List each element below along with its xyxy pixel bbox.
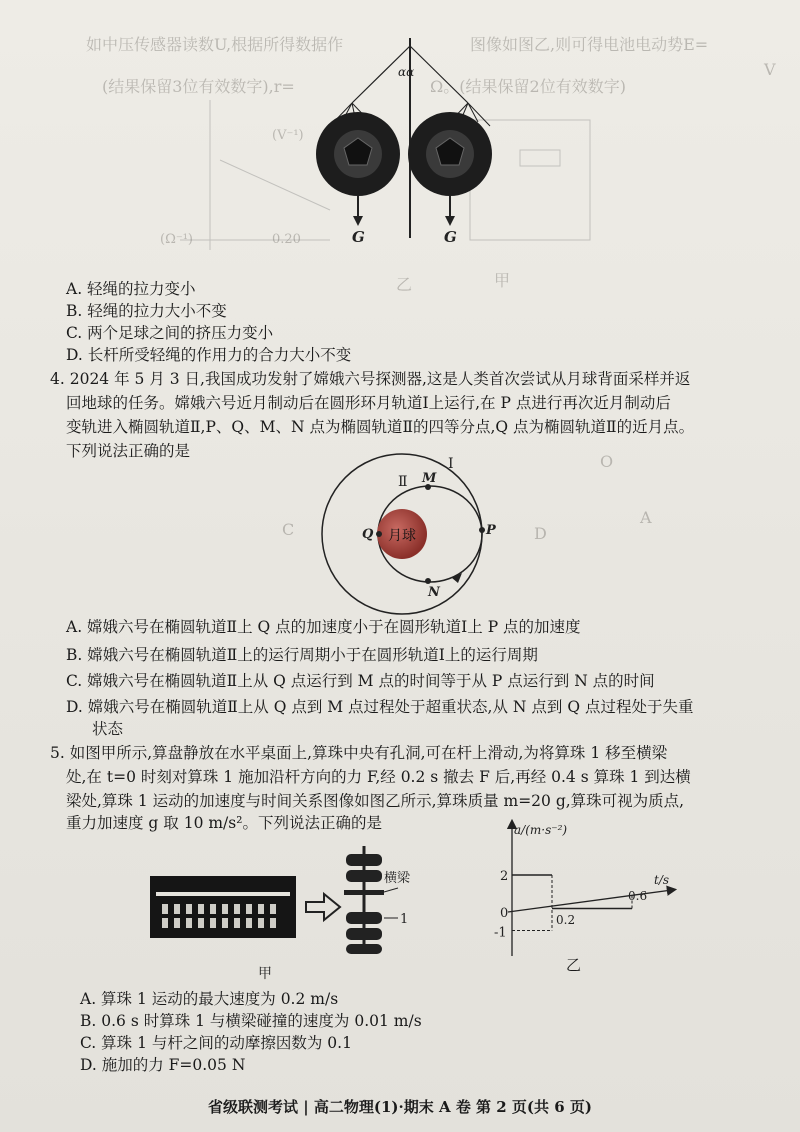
q3-option-b: B. 轻绳的拉力大小不变 (66, 302, 227, 320)
q5-option-d: D. 施加的力 F=0.05 N (80, 1056, 246, 1074)
ghost-side-3: 0.20 (272, 232, 301, 247)
q5-option-b: B. 0.6 s 时算珠 1 与横梁碰撞的速度为 0.01 m/s (80, 1012, 422, 1030)
figure-jia-caption: 甲 (258, 966, 272, 982)
angle-label: αα (398, 65, 415, 79)
beam-label: 横梁 (384, 871, 411, 886)
ghost-side-1: (V⁻¹) (272, 128, 304, 143)
bead-1-label: 1 (400, 912, 409, 927)
q5-stem-line-1: 5. 如图甲所示,算盘静放在水平桌面上,算珠中央有孔洞,可在杆上滑动,为将算珠 1 移至横梁 (50, 744, 668, 762)
y-tick-label-neg1: -1 (494, 925, 507, 941)
ghost-side-4: 乙 (396, 275, 413, 294)
acceleration-time-chart (478, 818, 678, 968)
q3-option-d: D. 长杆所受轻绳的作用力的合力大小不变 (66, 346, 352, 364)
q5-stem-line-2: 处,在 t=0 时刻对算珠 1 施加沿杆方向的力 F,经 0.2 s 撤去 F 后,再经 0.4 s 算珠 1 到达横 (66, 768, 691, 786)
y-axis-label: a/(m·s⁻²) (514, 823, 568, 837)
q4-option-d: D. 嫦娥六号在椭圆轨道Ⅱ上从 Q 点到 M 点过程处于超重状态,从 N 点到 Q 点过程处于失重 (66, 698, 694, 716)
q3-option-a: A. 轻绳的拉力变小 (66, 280, 196, 298)
ghost-side-5: 甲 (494, 271, 511, 290)
q5-option-c: C. 算珠 1 与杆之间的动摩擦因数为 0.1 (80, 1034, 352, 1052)
page-footer: 省级联测考试 | 高二物理(1)·期末 A 卷 第 2 页(共 6 页) (207, 1098, 593, 1116)
ghost-side-9: O (600, 452, 614, 471)
ghost-side-8: D (534, 524, 547, 543)
hanging-balls-figure (290, 38, 530, 268)
x-tick-label-0.2: 0.2 (556, 913, 576, 927)
abacus-figure (148, 842, 438, 982)
force-label-left: G (352, 228, 365, 246)
ghost-side-6: A (640, 508, 652, 527)
orbit-figure (312, 450, 512, 620)
point-p-label: P (486, 523, 496, 538)
orbit-1-label: Ⅰ (448, 456, 454, 472)
y-tick-label-2: 2 (500, 869, 509, 884)
q4-option-b: B. 嫦娥六号在椭圆轨道Ⅱ上的运行周期小于在圆形轨道Ⅰ上的运行周期 (66, 646, 538, 664)
ghost-side-2: (Ω⁻¹) (160, 232, 193, 247)
q4-stem-line-4: 下列说法正确的是 (66, 442, 191, 460)
ghost-line-2b: Ω。(结果保留2位有效数字) (430, 77, 626, 96)
figure-yi-caption: 乙 (566, 956, 582, 974)
q5-stem-line-3: 梁处,算珠 1 运动的加速度与时间关系图像如图乙所示,算珠质量 m=20 g,算珠可视为质点, (66, 792, 685, 810)
x-axis-label: t/s (654, 873, 670, 887)
moon-label: 月球 (388, 528, 416, 544)
point-q-label: Q (362, 527, 374, 542)
q5-option-a: A. 算珠 1 运动的最大速度为 0.2 m/s (80, 990, 339, 1008)
q4-option-c: C. 嫦娥六号在椭圆轨道Ⅱ上从 Q 点运行到 M 点的时间等于从 P 点运行到 N 点的时间 (66, 672, 655, 690)
ghost-line-1b: 图像如图乙,则可得电池电动势E= (470, 35, 709, 54)
q4-option-a: A. 嫦娥六号在椭圆轨道Ⅱ上 Q 点的加速度小于在圆形轨道Ⅰ上 P 点的加速度 (66, 618, 581, 636)
force-label-right: G (444, 228, 457, 246)
y-tick-label-0: 0 (500, 906, 509, 921)
point-n-label: N (428, 585, 440, 600)
x-tick-label-0.6: 0.6 (628, 889, 648, 903)
q4-option-d-cont: 状态 (92, 720, 124, 738)
ghost-line-1c: V (764, 60, 776, 79)
ghost-side-7: C (282, 520, 295, 539)
q5-stem-line-4: 重力加速度 g 取 10 m/s²。下列说法正确的是 (66, 814, 382, 832)
q4-stem-line-1: 4. 2024 年 5 月 3 日,我国成功发射了嫦娥六号探测器,这是人类首次尝试从月球背面采样并返 (50, 370, 691, 388)
point-m-label: M (422, 471, 437, 486)
ghost-line-2: (结果保留3位有效数字),r= (102, 77, 295, 96)
ghost-line-1a: 如中压传感器读数U,根据所得数据作 (86, 35, 344, 54)
arrow-icon (306, 894, 340, 920)
q3-option-c: C. 两个足球之间的挤压力变小 (66, 324, 274, 342)
orbit-2-label: Ⅱ (398, 474, 408, 490)
q4-stem-line-2: 回地球的任务。嫦娥六号近月制动后在圆形环月轨道Ⅰ上运行,在 P 点进行再次近月制动后 (66, 394, 671, 412)
q4-stem-line-3: 变轨进入椭圆轨道Ⅱ,P、Q、M、N 点为椭圆轨道Ⅱ的四等分点,Q 点为椭圆轨道Ⅱ的近月点。 (66, 418, 695, 436)
